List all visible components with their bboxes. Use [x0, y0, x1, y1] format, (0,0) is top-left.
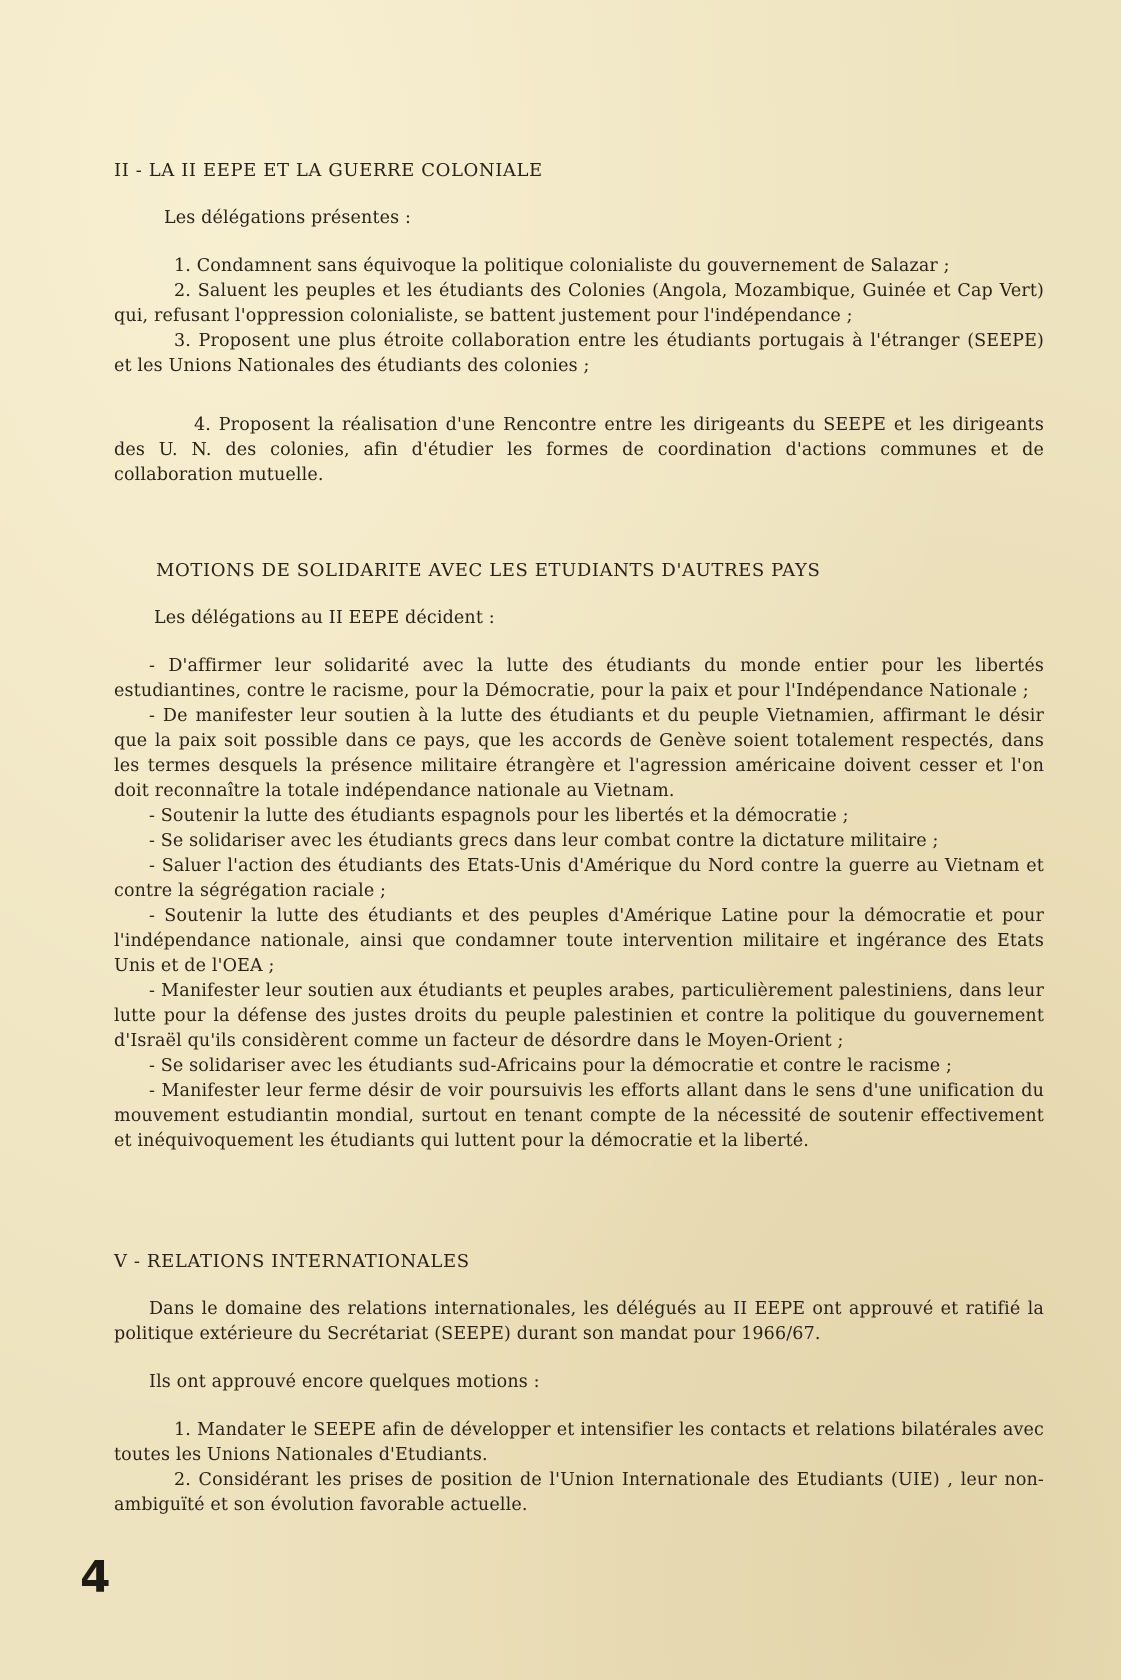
- section-intro: Les délégations au II EEPE décident :: [154, 608, 495, 628]
- section-heading-colonial-war: II - LA II EEPE ET LA GUERRE COLONIALE: [114, 160, 543, 181]
- list-item: 2. Saluent les peuples et les étudiants des Colonies (Angola, Mozambique, Guinée et Cap Vert) qui, refusant l'oppression colonialiste, se battent justement pour l'indépendance ;: [114, 281, 1044, 326]
- page-content: [114, 158, 1044, 1518]
- section-intro: Les délégations présentes :: [164, 208, 412, 228]
- list-item: - Se solidariser avec les étudiants sud-Africains pour la démocratie et contre le racisme ;: [149, 1056, 953, 1076]
- list-item: - Manifester leur ferme désir de voir poursuivis les efforts allant dans le sens d'une unification du mouvement estudiantin mondial, surtout en tenant compte de la nécessité de soutenir effectivement et inéquivoquement les étudiants qui luttent pour la démocratie et la liberté.: [114, 1081, 1044, 1151]
- list-item: - De manifester leur soutien à la lutte des étudiants et du peuple Vietnamien, affirmant le désir que la paix soit possible dans ce pays, que les accords de Genève soient totalement respectés, dans les termes desquels la présence militaire étrangère et l'agression américaine doivent cesser et l'on doit reconnaître la totale indépendance nationale au Vietnam.: [114, 706, 1044, 801]
- section-heading-motions: MOTIONS DE SOLIDARITE AVEC LES ETUDIANTS D'AUTRES PAYS: [156, 560, 821, 581]
- page-number: 4: [80, 1552, 111, 1603]
- list-item: 1. Mandater le SEEPE afin de développer et intensifier les contacts et relations bilatérales avec toutes les Unions Nationales d'Etudiants.: [114, 1420, 1044, 1465]
- list-item: 1. Condamnent sans équivoque la politique colonialiste du gouvernement de Salazar ;: [174, 256, 950, 276]
- list-item: - Soutenir la lutte des étudiants espagnols pour les libertés et la démocratie ;: [149, 806, 849, 826]
- list-item: 4. Proposent la réalisation d'une Rencontre entre les dirigeants du SEEPE et les dirigeants des U. N. des colonies, afin d'étudier les formes de coordination d'actions communes et de collaboration mutuelle.: [114, 415, 1044, 485]
- paragraph: Ils ont approuvé encore quelques motions :: [149, 1372, 540, 1392]
- section-heading-international-relations: V - RELATIONS INTERNATIONALES: [114, 1251, 470, 1272]
- list-item: - Saluer l'action des étudiants des Etats-Unis d'Amérique du Nord contre la guerre au Vietnam et contre la ségrégation raciale ;: [114, 856, 1044, 901]
- paragraph: Dans le domaine des relations internationales, les délégués au II EEPE ont approuvé et ratifié la politique extérieure du Secrétariat (SEEPE) durant son mandat pour 1966/67.: [114, 1299, 1044, 1344]
- list-item: - Soutenir la lutte des étudiants et des peuples d'Amérique Latine pour la démocratie et pour l'indépendance nationale, ainsi que condamner toute intervention militaire et ingérance des Etats Unis et de l'OEA ;: [114, 906, 1044, 976]
- list-item: 3. Proposent une plus étroite collaboration entre les étudiants portugais à l'étranger (SEEPE) et les Unions Nationales des étudiants des colonies ;: [114, 331, 1044, 376]
- list-item: 2. Considérant les prises de position de l'Union Internationale des Etudiants (UIE) , leur non-ambiguïté et son évolution favorable actuelle.: [114, 1470, 1044, 1515]
- list-item: - Manifester leur soutien aux étudiants et peuples arabes, particulièrement palestiniens, dans leur lutte pour la défense des justes droits du peuple palestinien et contre la politique du gouvernement d'Israël qu'ils considèrent comme un facteur de désordre dans le Moyen-Orient ;: [114, 981, 1044, 1051]
- list-item: - Se solidariser avec les étudiants grecs dans leur combat contre la dictature militaire ;: [149, 831, 939, 851]
- list-item: - D'affirmer leur solidarité avec la lutte des étudiants du monde entier pour les libertés estudiantines, contre le racisme, pour la Démocratie, pour la paix et pour l'Indépendance Nationale ;: [114, 656, 1044, 701]
